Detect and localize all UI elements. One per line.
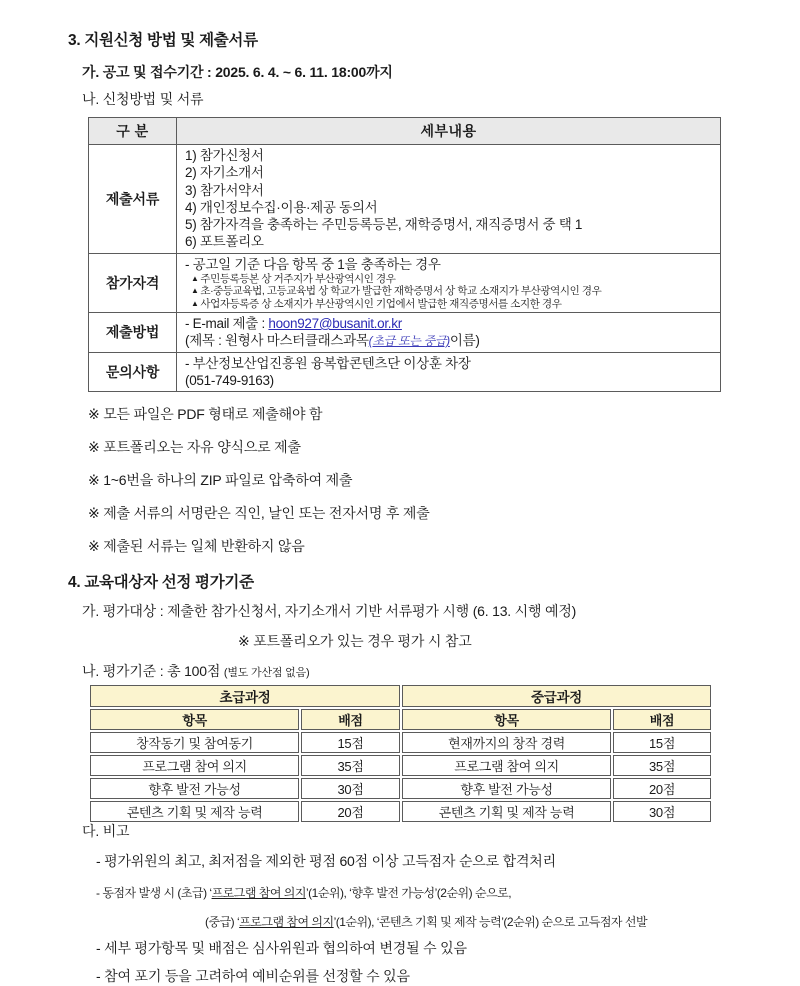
remark-item: - 평가위원의 최고, 최저점을 제외한 평점 60점 이상 고득점자 순으로 합격처리 bbox=[96, 853, 556, 869]
remark-item: - 참여 포기 등을 고려하여 예비순위를 선정할 수 있음 bbox=[96, 968, 410, 984]
list-item: 6) 포트폴리오 bbox=[185, 234, 264, 250]
submission-table bbox=[88, 117, 721, 392]
note-item: ※ 포트폴리오는 자유 양식으로 제출 bbox=[88, 439, 301, 455]
table-row bbox=[89, 145, 721, 254]
column-header-score-intermediate: 배점 bbox=[613, 709, 711, 730]
cell-beginner-item: 콘텐츠 기획 및 제작 능력 bbox=[90, 801, 299, 822]
method-prefix: - E-mail 제출 : bbox=[185, 315, 269, 331]
section-4-item-a: 가. 평가대상 : 제출한 참가신청서, 자기소개서 기반 서류평가 시행 (6. 13. 시행 예정) bbox=[82, 603, 577, 619]
cell-intermediate-score: 15점 bbox=[613, 732, 711, 753]
section-3-item-b: 나. 신청방법 및 서류 bbox=[82, 91, 204, 107]
email-link[interactable]: hoon927@busanit.or.kr bbox=[268, 315, 402, 331]
cell-intermediate-score: 35점 bbox=[613, 755, 711, 776]
section-4-item-b bbox=[82, 661, 309, 681]
column-header-item-intermediate: 항목 bbox=[402, 709, 611, 730]
section-3-item-a bbox=[82, 62, 393, 82]
cell-intermediate-item: 현재까지의 창작 경력 bbox=[402, 732, 611, 753]
note-item: ※ 1~6번을 하나의 ZIP 파일로 압축하여 제출 bbox=[88, 472, 353, 488]
remark-2-part-a: - 동점자 발생 시 (초급) ‘ bbox=[96, 886, 212, 900]
remark-item bbox=[205, 913, 647, 930]
cell-intermediate-score: 20점 bbox=[613, 778, 711, 799]
cell-intermediate-item: 콘텐츠 기획 및 제작 능력 bbox=[402, 801, 611, 822]
row-content-documents bbox=[177, 145, 721, 254]
remark-item: - 세부 평가항목 및 배점은 심사위원과 협의하여 변경될 수 있음 bbox=[96, 940, 467, 956]
section-3-item-a-label: 가. 공고 및 접수기간 : bbox=[82, 64, 216, 80]
cell-beginner-score: 30점 bbox=[301, 778, 400, 799]
cell-beginner-score: 20점 bbox=[301, 801, 400, 822]
remark-2-part-b: ’(1순위), ‘향후 발전 가능성’(2순위) 순으로, bbox=[305, 886, 512, 900]
section-4-item-c: 다. 비고 bbox=[82, 823, 130, 839]
table-row bbox=[90, 778, 711, 799]
cell-beginner-score: 15점 bbox=[301, 732, 400, 753]
row-label-eligibility: 참가자격 bbox=[89, 253, 177, 312]
column-header-score-beginner: 배점 bbox=[301, 709, 400, 730]
section-4-item-b-small: (별도 가산점 없음) bbox=[223, 667, 310, 679]
list-item: 5) 참가자격을 충족하는 주민등록등본, 재학증명서, 재직증명서 중 택 1 bbox=[185, 217, 583, 233]
section-4-heading: 4. 교육대상자 선정 평가기준 bbox=[68, 574, 254, 591]
cell-beginner-item: 프로그램 참여 의지 bbox=[90, 755, 299, 776]
table-row bbox=[89, 312, 721, 352]
cell-beginner-item: 향후 발전 가능성 bbox=[90, 778, 299, 799]
table-row bbox=[89, 253, 721, 312]
inquiry-line-2: (051-749-9163) bbox=[185, 372, 274, 388]
cell-intermediate-score: 30점 bbox=[613, 801, 711, 822]
section-4-item-b-main: 나. 평가기준 : 총 100점 bbox=[82, 663, 224, 679]
documents-list bbox=[185, 147, 716, 251]
row-label-documents: 제출서류 bbox=[89, 145, 177, 254]
scoring-course-header-row bbox=[90, 685, 711, 707]
row-content-inquiry bbox=[177, 352, 721, 392]
note-item: ※ 제출 서류의 서명란은 직인, 날인 또는 전자서명 후 제출 bbox=[88, 505, 430, 521]
section-3-item-a-value: 2025. 6. 4. ~ 6. 11. 18:00까지 bbox=[215, 64, 393, 80]
eligibility-bullets bbox=[185, 273, 716, 310]
scoring-table bbox=[88, 683, 713, 824]
list-item: 1) 참가신청서 bbox=[185, 148, 264, 163]
row-label-method: 제출방법 bbox=[89, 312, 177, 352]
list-item: ▲ 초·중등교육법, 고등교육법 상 학교가 발급한 재학증명서 상 학교 소재지가 부산광역시인 경우 bbox=[191, 285, 716, 297]
row-content-method bbox=[177, 312, 721, 352]
cell-intermediate-item: 향후 발전 가능성 bbox=[402, 778, 611, 799]
remark-3-underline-1: 프로그램 참여 의지 bbox=[239, 915, 334, 929]
list-item: 4) 개인정보수집·이용·제공 동의서 bbox=[185, 199, 378, 215]
course-header-beginner: 초급과정 bbox=[90, 685, 400, 707]
method-line-2 bbox=[185, 332, 716, 349]
section-3-heading: 3. 지원신청 방법 및 제출서류 bbox=[68, 32, 258, 49]
table1-header-detail: 세부내용 bbox=[177, 118, 721, 145]
remark-item bbox=[96, 884, 511, 901]
cell-beginner-score: 35점 bbox=[301, 755, 400, 776]
remark-3-part-a: (중급) ‘ bbox=[205, 915, 240, 929]
cell-beginner-item: 창작동기 및 참여동기 bbox=[90, 732, 299, 753]
table-row bbox=[90, 755, 711, 776]
note-item: ※ 모든 파일은 PDF 형태로 제출해야 함 bbox=[88, 406, 323, 422]
row-label-inquiry: 문의사항 bbox=[89, 352, 177, 392]
inquiry-line-1: - 부산정보산업진흥원 융복합콘텐츠단 이상훈 차장 bbox=[185, 355, 471, 371]
method-line-1 bbox=[185, 315, 716, 332]
scoring-column-header-row bbox=[90, 709, 711, 730]
row-content-eligibility bbox=[177, 253, 721, 312]
eligibility-lead: - 공고일 기준 다음 항목 중 1을 충족하는 경우 bbox=[185, 256, 441, 272]
method-subject-prefix: (제목 : 원형사 마스터클래스과목 bbox=[185, 333, 369, 349]
list-item: 2) 자기소개서 bbox=[185, 165, 264, 181]
cell-intermediate-item: 프로그램 참여 의지 bbox=[402, 755, 611, 776]
table-row bbox=[89, 352, 721, 392]
table-header-row bbox=[89, 118, 721, 145]
remark-2-underline-1: 프로그램 참여 의지 bbox=[211, 886, 306, 900]
table-row bbox=[90, 801, 711, 822]
method-subject-suffix: 이름) bbox=[449, 333, 480, 349]
section-4-item-a-note: ※ 포트폴리오가 있는 경우 평가 시 참고 bbox=[238, 633, 472, 649]
list-item: 3) 참가서약서 bbox=[185, 182, 264, 198]
column-header-item-beginner: 항목 bbox=[90, 709, 299, 730]
note-item: ※ 제출된 서류는 일체 반환하지 않음 bbox=[88, 538, 305, 554]
table1-header-category: 구 분 bbox=[89, 118, 177, 145]
remark-3-part-b: ’(1순위), ‘콘텐츠 기획 및 제작 능력’(2순위) 순으로 고득점자 선발 bbox=[333, 915, 648, 929]
table-row bbox=[90, 732, 711, 753]
list-item: ▲ 사업자등록증 상 소재지가 부산광역시인 기업에서 발급한 재직증명서를 소지한 경우 bbox=[191, 298, 716, 310]
list-item: ▲ 주민등록등본 상 거주지가 부산광역시인 경우 bbox=[191, 273, 716, 285]
course-header-intermediate: 중급과정 bbox=[402, 685, 711, 707]
method-subject-level: (초급 또는 중급) bbox=[368, 334, 450, 349]
